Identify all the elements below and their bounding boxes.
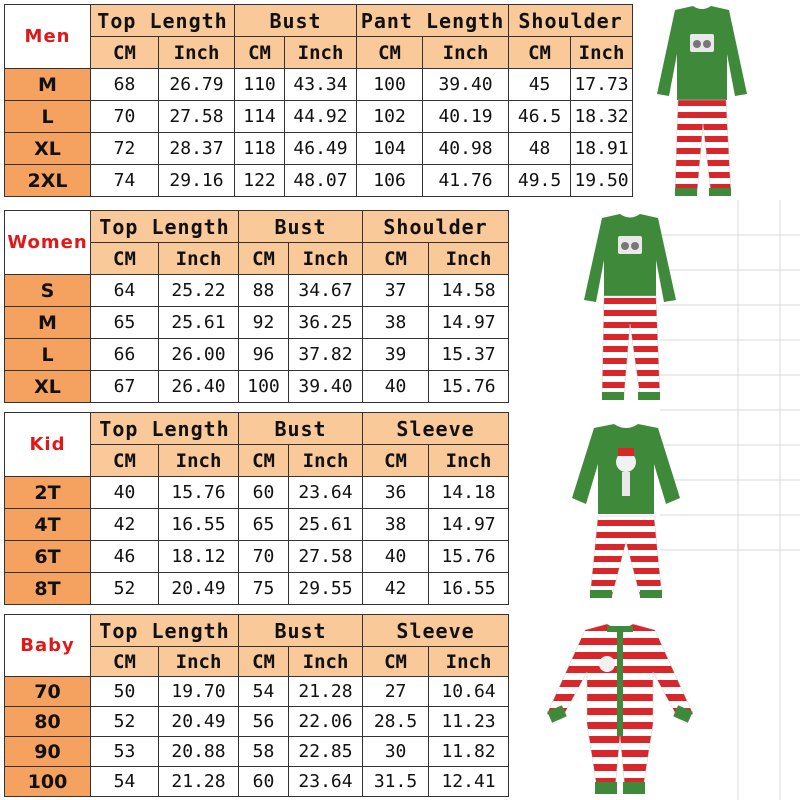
kid-pajama-image bbox=[570, 424, 682, 604]
value-cell: 40.98 bbox=[423, 133, 509, 165]
value-cell: 75 bbox=[239, 573, 289, 605]
table-title: Men bbox=[5, 5, 91, 69]
value-cell: 23.64 bbox=[289, 477, 363, 509]
table-row bbox=[5, 509, 509, 541]
value-cell: 60 bbox=[239, 477, 289, 509]
unit-header: Inch bbox=[289, 445, 363, 477]
value-cell: 14.97 bbox=[429, 307, 509, 339]
table-row bbox=[5, 737, 509, 767]
value-cell: 106 bbox=[357, 165, 423, 197]
column-group-header: Sleeve bbox=[363, 615, 509, 647]
table-row bbox=[5, 767, 509, 797]
column-group-header: Top Length bbox=[91, 615, 239, 647]
value-cell: 21.28 bbox=[159, 767, 239, 797]
unit-row bbox=[5, 37, 633, 69]
table-row bbox=[5, 677, 509, 707]
baby-romper-image bbox=[545, 624, 695, 796]
value-cell: 18.12 bbox=[159, 541, 239, 573]
value-cell: 17.73 bbox=[571, 69, 633, 101]
size-label: 6T bbox=[5, 541, 91, 573]
value-cell: 27.58 bbox=[289, 541, 363, 573]
unit-header: Inch bbox=[159, 445, 239, 477]
unit-header: CM bbox=[509, 37, 571, 69]
unit-header: Inch bbox=[423, 37, 509, 69]
women-pajama-image bbox=[580, 214, 680, 404]
value-cell: 52 bbox=[91, 573, 159, 605]
value-cell: 25.61 bbox=[289, 509, 363, 541]
unit-header: CM bbox=[239, 243, 289, 275]
value-cell: 104 bbox=[357, 133, 423, 165]
value-cell: 23.64 bbox=[289, 767, 363, 797]
unit-header: Inch bbox=[429, 243, 509, 275]
value-cell: 20.49 bbox=[159, 573, 239, 605]
value-cell: 18.91 bbox=[571, 133, 633, 165]
unit-header: CM bbox=[235, 37, 285, 69]
table-title: Kid bbox=[5, 413, 91, 477]
table-row bbox=[5, 541, 509, 573]
table-row bbox=[5, 477, 509, 509]
value-cell: 15.37 bbox=[429, 339, 509, 371]
value-cell: 67 bbox=[91, 371, 159, 403]
value-cell: 26.40 bbox=[159, 371, 239, 403]
value-cell: 38 bbox=[363, 509, 429, 541]
size-label: 4T bbox=[5, 509, 91, 541]
table-row bbox=[5, 133, 633, 165]
size-label: 2T bbox=[5, 477, 91, 509]
value-cell: 70 bbox=[239, 541, 289, 573]
value-cell: 54 bbox=[239, 677, 289, 707]
unit-header: Inch bbox=[285, 37, 357, 69]
value-cell: 27 bbox=[363, 677, 429, 707]
unit-header: Inch bbox=[289, 647, 363, 677]
value-cell: 54 bbox=[91, 767, 159, 797]
value-cell: 21.28 bbox=[289, 677, 363, 707]
value-cell: 66 bbox=[91, 339, 159, 371]
value-cell: 40 bbox=[363, 371, 429, 403]
unit-header: Inch bbox=[289, 243, 363, 275]
value-cell: 65 bbox=[91, 307, 159, 339]
size-label: M bbox=[5, 307, 91, 339]
value-cell: 29.16 bbox=[159, 165, 235, 197]
unit-header: Inch bbox=[571, 37, 633, 69]
value-cell: 52 bbox=[91, 707, 159, 737]
value-cell: 42 bbox=[91, 509, 159, 541]
value-cell: 38 bbox=[363, 307, 429, 339]
value-cell: 16.55 bbox=[429, 573, 509, 605]
unit-header: CM bbox=[363, 243, 429, 275]
value-cell: 11.23 bbox=[429, 707, 509, 737]
column-group-header: Top Length bbox=[91, 5, 235, 37]
value-cell: 34.67 bbox=[289, 275, 363, 307]
value-cell: 44.92 bbox=[285, 101, 357, 133]
value-cell: 40 bbox=[91, 477, 159, 509]
value-cell: 42 bbox=[363, 573, 429, 605]
kid-size-table bbox=[4, 412, 509, 605]
unit-header: Inch bbox=[159, 647, 239, 677]
value-cell: 14.18 bbox=[429, 477, 509, 509]
value-cell: 60 bbox=[239, 767, 289, 797]
table-row bbox=[5, 101, 633, 133]
value-cell: 39.40 bbox=[289, 371, 363, 403]
unit-header: CM bbox=[91, 243, 159, 275]
size-label: 70 bbox=[5, 677, 91, 707]
men-size-table bbox=[4, 4, 633, 197]
value-cell: 19.70 bbox=[159, 677, 239, 707]
value-cell: 40.19 bbox=[423, 101, 509, 133]
value-cell: 74 bbox=[91, 165, 159, 197]
value-cell: 68 bbox=[91, 69, 159, 101]
column-group-header: Top Length bbox=[91, 211, 239, 243]
unit-header: CM bbox=[363, 647, 429, 677]
value-cell: 37 bbox=[363, 275, 429, 307]
value-cell: 28.5 bbox=[363, 707, 429, 737]
value-cell: 114 bbox=[235, 101, 285, 133]
column-group-header: Sleeve bbox=[363, 413, 509, 445]
value-cell: 48.07 bbox=[285, 165, 357, 197]
value-cell: 70 bbox=[91, 101, 159, 133]
value-cell: 20.49 bbox=[159, 707, 239, 737]
value-cell: 46.5 bbox=[509, 101, 571, 133]
column-group-header: Shoulder bbox=[363, 211, 509, 243]
value-cell: 15.76 bbox=[159, 477, 239, 509]
unit-header: CM bbox=[91, 37, 159, 69]
value-cell: 20.88 bbox=[159, 737, 239, 767]
column-group-header: Top Length bbox=[91, 413, 239, 445]
value-cell: 45 bbox=[509, 69, 571, 101]
value-cell: 56 bbox=[239, 707, 289, 737]
value-cell: 19.50 bbox=[571, 165, 633, 197]
value-cell: 65 bbox=[239, 509, 289, 541]
value-cell: 36 bbox=[363, 477, 429, 509]
value-cell: 30 bbox=[363, 737, 429, 767]
value-cell: 10.64 bbox=[429, 677, 509, 707]
value-cell: 53 bbox=[91, 737, 159, 767]
value-cell: 100 bbox=[357, 69, 423, 101]
baby-size-table bbox=[4, 614, 509, 797]
table-row bbox=[5, 275, 509, 307]
column-group-header: Bust bbox=[239, 211, 363, 243]
unit-header: CM bbox=[363, 445, 429, 477]
size-label: 90 bbox=[5, 737, 91, 767]
value-cell: 88 bbox=[239, 275, 289, 307]
unit-header: CM bbox=[91, 647, 159, 677]
value-cell: 48 bbox=[509, 133, 571, 165]
value-cell: 26.00 bbox=[159, 339, 239, 371]
value-cell: 36.25 bbox=[289, 307, 363, 339]
value-cell: 14.97 bbox=[429, 509, 509, 541]
column-group-header: Pant Length bbox=[357, 5, 509, 37]
table-title: Women bbox=[5, 211, 91, 275]
size-label: 8T bbox=[5, 573, 91, 605]
size-label: S bbox=[5, 275, 91, 307]
unit-header: CM bbox=[239, 647, 289, 677]
value-cell: 92 bbox=[239, 307, 289, 339]
size-label: XL bbox=[5, 371, 91, 403]
unit-header: CM bbox=[91, 445, 159, 477]
size-label: 100 bbox=[5, 767, 91, 797]
value-cell: 72 bbox=[91, 133, 159, 165]
value-cell: 27.58 bbox=[159, 101, 235, 133]
unit-header: CM bbox=[239, 445, 289, 477]
value-cell: 100 bbox=[239, 371, 289, 403]
value-cell: 102 bbox=[357, 101, 423, 133]
value-cell: 25.61 bbox=[159, 307, 239, 339]
women-size-table bbox=[4, 210, 509, 403]
value-cell: 31.5 bbox=[363, 767, 429, 797]
value-cell: 22.85 bbox=[289, 737, 363, 767]
value-cell: 18.32 bbox=[571, 101, 633, 133]
value-cell: 122 bbox=[235, 165, 285, 197]
value-cell: 64 bbox=[91, 275, 159, 307]
value-cell: 58 bbox=[239, 737, 289, 767]
table-row bbox=[5, 707, 509, 737]
value-cell: 16.55 bbox=[159, 509, 239, 541]
value-cell: 49.5 bbox=[509, 165, 571, 197]
unit-header: Inch bbox=[159, 243, 239, 275]
unit-header: Inch bbox=[429, 647, 509, 677]
size-label: L bbox=[5, 339, 91, 371]
value-cell: 37.82 bbox=[289, 339, 363, 371]
table-title: Baby bbox=[5, 615, 91, 677]
table-row bbox=[5, 69, 633, 101]
table-row bbox=[5, 339, 509, 371]
table-row bbox=[5, 307, 509, 339]
column-group-header: Bust bbox=[239, 615, 363, 647]
value-cell: 40 bbox=[363, 541, 429, 573]
value-cell: 15.76 bbox=[429, 371, 509, 403]
table-row bbox=[5, 573, 509, 605]
value-cell: 15.76 bbox=[429, 541, 509, 573]
column-group-header: Shoulder bbox=[509, 5, 633, 37]
value-cell: 96 bbox=[239, 339, 289, 371]
value-cell: 41.76 bbox=[423, 165, 509, 197]
value-cell: 22.06 bbox=[289, 707, 363, 737]
value-cell: 11.82 bbox=[429, 737, 509, 767]
size-label: L bbox=[5, 101, 91, 133]
size-label: XL bbox=[5, 133, 91, 165]
value-cell: 39 bbox=[363, 339, 429, 371]
value-cell: 46 bbox=[91, 541, 159, 573]
column-group-header: Bust bbox=[239, 413, 363, 445]
unit-header: CM bbox=[357, 37, 423, 69]
column-group-header: Bust bbox=[235, 5, 357, 37]
value-cell: 25.22 bbox=[159, 275, 239, 307]
value-cell: 28.37 bbox=[159, 133, 235, 165]
value-cell: 12.41 bbox=[429, 767, 509, 797]
table-row bbox=[5, 371, 509, 403]
men-pajama-image bbox=[655, 4, 750, 200]
value-cell: 118 bbox=[235, 133, 285, 165]
value-cell: 110 bbox=[235, 69, 285, 101]
value-cell: 50 bbox=[91, 677, 159, 707]
table-row bbox=[5, 165, 633, 197]
value-cell: 39.40 bbox=[423, 69, 509, 101]
unit-header: Inch bbox=[429, 445, 509, 477]
value-cell: 29.55 bbox=[289, 573, 363, 605]
size-label: 80 bbox=[5, 707, 91, 737]
value-cell: 14.58 bbox=[429, 275, 509, 307]
size-label: 2XL bbox=[5, 165, 91, 197]
value-cell: 43.34 bbox=[285, 69, 357, 101]
value-cell: 26.79 bbox=[159, 69, 235, 101]
unit-header: Inch bbox=[159, 37, 235, 69]
size-label: M bbox=[5, 69, 91, 101]
value-cell: 46.49 bbox=[285, 133, 357, 165]
